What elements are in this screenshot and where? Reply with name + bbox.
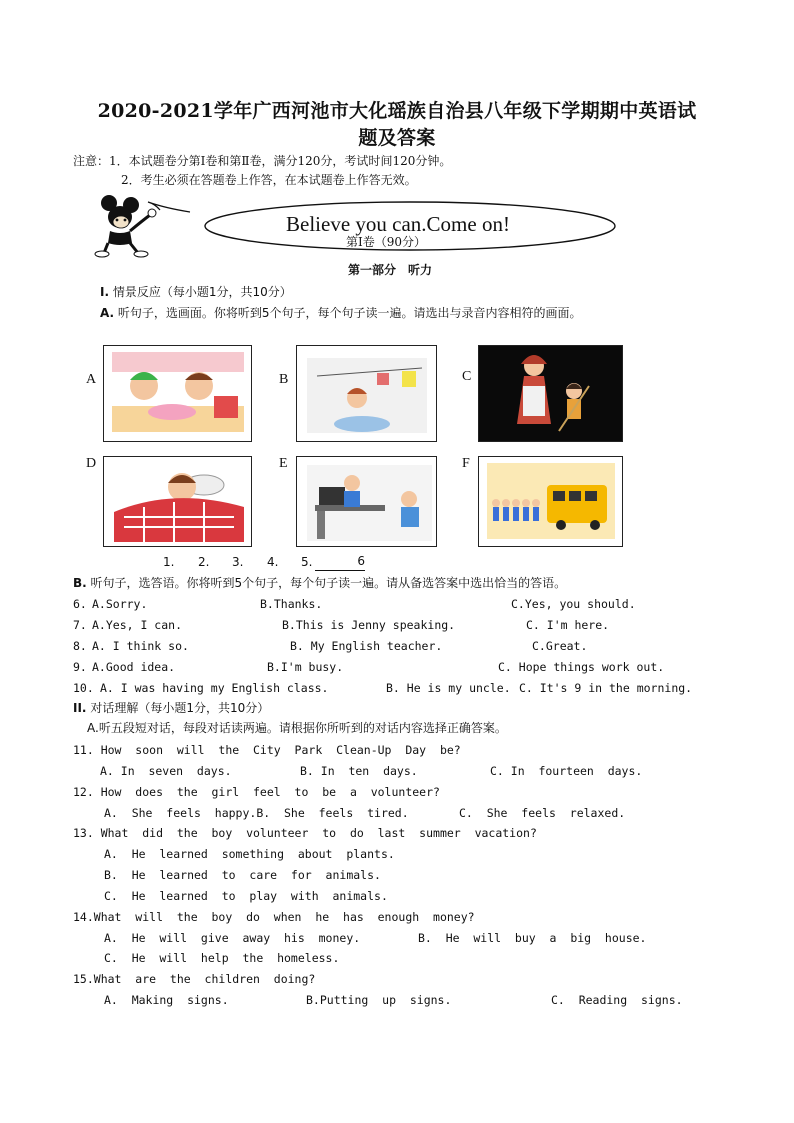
q15-option-c: C. Reading signs. [551,993,683,1007]
part-b-instruction [73,573,566,593]
blank-number-5: 5. [301,555,313,569]
q6-option-a: A.Sorry. [92,597,148,611]
picture-label-e: E [279,456,288,471]
q9-option-b: B.I'm busy. [267,660,344,674]
q13-option-c: C. He learned to play with animals. [104,889,388,903]
title-line-1: 2020-2021学年广西河池市大化瑶族自治县八年级下学期期中英语试 [97,100,697,122]
q7-option-a: A.Yes, I can. [92,618,183,632]
section-1-heading [100,282,292,302]
section-2-instruction: A.听五段短对话，每段对话读两遍。请根据你所听到的对话内容选择正确答案。 [87,721,507,735]
picture-label-f: F [462,456,470,471]
kitchen-kids-illustration [104,346,251,441]
section-2-num: II. [73,701,87,715]
q14-question: 14.What will the boy do when he has enough money? [73,910,475,924]
volume-heading: 第Ⅰ卷（90分） [346,235,427,249]
doctor-patient-illustration [297,457,436,546]
q7-number: 7. [73,618,87,632]
sweeping-illustration [479,346,622,441]
blank-number-1: 1. [163,555,175,569]
q13-option-a: A. He learned something about plants. [104,847,395,861]
part-a-num: A. [100,306,115,320]
q9-option-c: C. Hope things work out. [498,660,665,674]
title-line-2: 题及答案 [358,127,436,149]
section-1-title: 情景反应（每小题1分，共10分） [112,285,292,299]
blank-number-3: 3. [232,555,244,569]
q11-option-c: C. In fourteen days. [490,764,643,778]
q13-option-b: B. He learned to care for animals. [104,868,381,882]
q10-number: 10. [73,681,94,695]
sick-in-bed-illustration [104,457,251,546]
school-bus-illustration [479,457,622,546]
picture-f [478,456,623,547]
q6-number: 6. [73,597,87,611]
notice-line-1: 注意：1．本试题卷分第Ⅰ卷和第Ⅱ卷，满分120分，考试时间120分钟。 [73,154,452,168]
q6-option-c: C.Yes, you should. [511,597,636,611]
q8-option-a: A. I think so. [92,639,189,653]
picture-a [103,345,252,442]
part-b-num: B. [73,576,87,590]
q9-option-a: A.Good idea. [92,660,176,674]
part-heading: 第一部分 听力 [348,263,433,277]
picture-label-a: A [86,372,97,387]
picture-label-d: D [86,456,97,471]
section-1-num: I. [100,285,110,299]
section-2-heading [73,698,269,718]
q6-option-b: B.Thanks. [260,597,323,611]
picture-b [296,345,437,442]
q7-option-c: C. I'm here. [526,618,610,632]
exam-title [60,98,734,152]
q15-option-b: B.Putting up signs. [306,993,452,1007]
q11-option-a: A. In seven days. [100,764,232,778]
picture-c [478,345,623,442]
q15-question: 15.What are the children doing? [73,972,316,986]
q11-question: 11. How soon will the City Park Clean-Up Day be? [73,743,461,757]
slogan-text: Believe you can.Come on! [286,212,510,236]
q10-option-b: B. He is my uncle. [386,681,511,695]
q8-option-b: B. My English teacher. [290,639,443,653]
q13-question: 13. What did the boy volunteer to do last summer vacation? [73,826,537,840]
q14-option-c: C. He will help the homeless. [104,951,340,965]
part-a-instruction [100,303,582,323]
q8-number: 8. [73,639,87,653]
laundry-illustration [297,346,436,441]
q12-option-ab: A. She feels happy.B. She feels tired. [104,806,409,820]
picture-d [103,456,252,547]
part-a-text: 听句子，选画面。你将听到5个句子，每个句子读一遍。请选出与录音内容相符的画面。 [117,306,582,320]
q10-option-a: A. I was having my English class. [100,681,329,695]
q9-number: 9. [73,660,87,674]
q8-option-c: C.Great. [532,639,588,653]
picture-label-b: B [279,372,289,387]
part-b-text: 听句子，选答语。你将听到5个句子，每个句子读一遍。请从备选答案中选出恰当的答语。 [90,576,567,590]
picture-e [296,456,437,547]
q12-option-c: C. She feels relaxed. [459,806,626,820]
q15-option-a: A. Making signs. [104,993,229,1007]
q14-option-a: A. He will give away his money. [104,931,361,945]
blank-number-2: 2. [198,555,210,569]
section-2-title: 对话理解（每小题1分，共10分） [90,701,270,715]
q7-option-b: B.This is Jenny speaking. [282,618,456,632]
q14-option-b: B. He will buy a big house. [418,931,647,945]
notice-line-2: 2．考生必须在答题卷上作答，在本试题卷上作答无效。 [121,173,417,187]
q10-option-c: C. It's 9 in the morning. [519,681,693,695]
q12-question: 12. How does the girl feel to be a volunteer? [73,785,440,799]
answer-blank-6: 6 [315,552,365,571]
q11-option-b: B. In ten days. [300,764,418,778]
picture-label-c: C [462,369,472,384]
blank-number-4: 4. [267,555,279,569]
